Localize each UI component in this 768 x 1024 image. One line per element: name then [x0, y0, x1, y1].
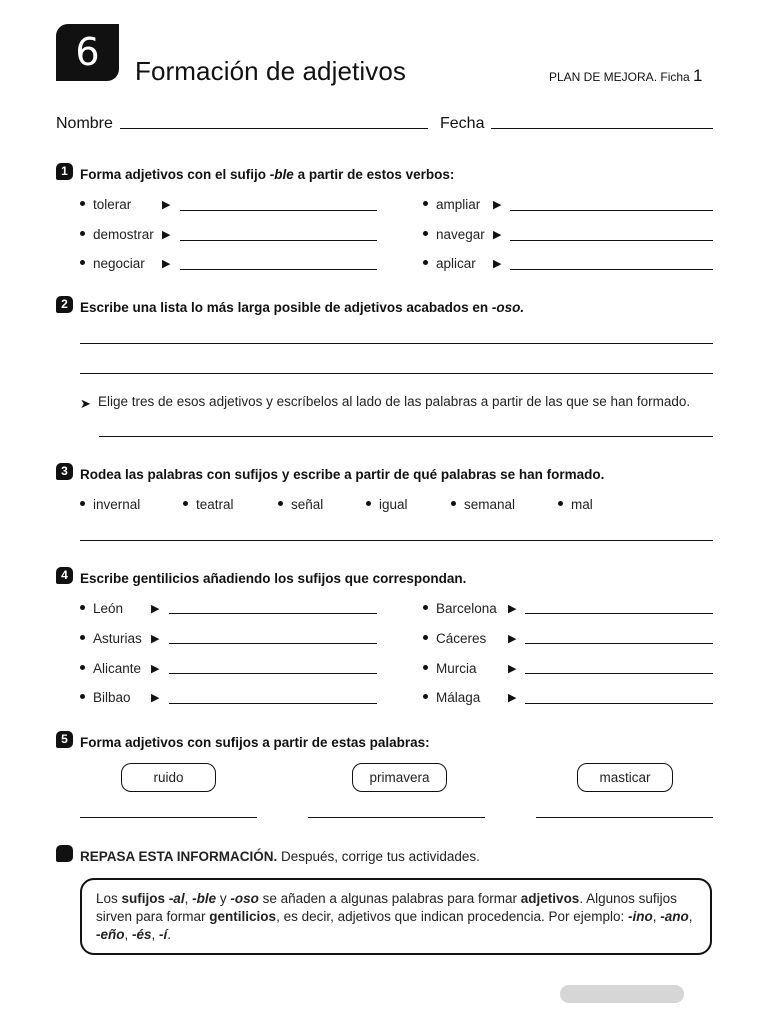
- bullet-dot-icon: [423, 665, 428, 670]
- ex2-prompt-a: Escribe una lista lo más larga posible de adjetivos acabados en: [80, 300, 492, 315]
- ex4-word-label: León: [93, 601, 124, 616]
- name-field[interactable]: [120, 128, 428, 129]
- review-text: ,: [124, 927, 133, 942]
- bullet-dot-icon: [558, 501, 563, 506]
- right-triangle-icon: ▶: [162, 229, 171, 241]
- review-text: ,: [151, 927, 160, 942]
- ex4-word-right: [423, 631, 486, 646]
- date-label: Fecha: [440, 115, 485, 132]
- right-triangle-icon: ▶: [493, 229, 502, 241]
- ex4-answer-line[interactable]: [525, 643, 713, 644]
- review-text: gentilicios: [209, 909, 277, 924]
- review-text: sufijos: [121, 891, 166, 906]
- bullet-dot-icon: [80, 665, 85, 670]
- bullet-dot-icon: [80, 501, 85, 506]
- ex3-word-label: señal: [291, 497, 324, 512]
- ex1-word-right: [423, 256, 476, 271]
- exercise-1-badge: 1: [56, 163, 73, 180]
- footer-bar: [560, 985, 684, 1003]
- ex1-word-left: [80, 256, 145, 271]
- exercise-1-prompt: [80, 167, 454, 182]
- right-triangle-icon: ▶: [508, 692, 517, 704]
- right-triangle-icon: ▶: [151, 692, 160, 704]
- ex2-answer-line[interactable]: [80, 373, 713, 374]
- review-text: y: [216, 891, 231, 906]
- ex3-word-label: igual: [379, 497, 408, 512]
- review-text: -al: [168, 891, 185, 906]
- ex3-answer-line[interactable]: [80, 540, 713, 541]
- bullet-dot-icon: [423, 694, 428, 699]
- ex3-word[interactable]: [366, 497, 408, 512]
- unit-number-badge: 6: [56, 24, 119, 81]
- ex3-word-label: teatral: [196, 497, 234, 512]
- right-triangle-icon: ▶: [151, 603, 160, 615]
- ex1-word-label: negociar: [93, 256, 145, 271]
- ex4-answer-line[interactable]: [525, 613, 713, 614]
- ex4-word-left: [80, 601, 123, 616]
- ex3-word[interactable]: [558, 497, 593, 512]
- bullet-dot-icon: [423, 605, 428, 610]
- right-triangle-icon: ▶: [493, 258, 502, 270]
- bullet-dot-icon: [80, 260, 85, 265]
- ex4-word-label: Asturias: [93, 631, 142, 646]
- review-text: -ino: [628, 909, 653, 924]
- ex4-word-label: Barcelona: [436, 601, 497, 616]
- ex2-answer-line[interactable]: [99, 436, 713, 437]
- right-triangle-icon: ▶: [508, 663, 517, 675]
- ex4-answer-line[interactable]: [169, 613, 377, 614]
- bullet-dot-icon: [80, 605, 85, 610]
- ex1-word-left: [80, 197, 131, 212]
- exercise-2-prompt: [80, 300, 524, 315]
- ex1-word-label: navegar: [436, 227, 485, 242]
- bullet-dot-icon: [423, 231, 428, 236]
- review-text: , es decir, adjetivos que indican procedencia. Por ejemplo:: [276, 909, 629, 924]
- review-text: -oso: [230, 891, 259, 906]
- ex4-word-label: Murcia: [436, 661, 477, 676]
- ex1-answer-line[interactable]: [510, 240, 713, 241]
- ex4-answer-line[interactable]: [525, 703, 713, 704]
- plan-label: [549, 66, 703, 86]
- ex3-word[interactable]: [80, 497, 140, 512]
- exercise-3-prompt: Rodea las palabras con sufijos y escribe a partir de qué palabras se han formado.: [80, 467, 605, 482]
- bullet-dot-icon: [80, 231, 85, 236]
- ex4-word-left: [80, 631, 142, 646]
- ex1-word-left: [80, 227, 154, 242]
- ex3-word-label: mal: [571, 497, 593, 512]
- ex4-word-label: Cáceres: [436, 631, 487, 646]
- bullet-dot-icon: [423, 260, 428, 265]
- ex3-word-label: invernal: [93, 497, 141, 512]
- ex5-word-box: masticar: [577, 763, 673, 792]
- ex1-answer-line[interactable]: [180, 240, 377, 241]
- review-text: ,: [652, 909, 661, 924]
- review-text: ,: [184, 891, 193, 906]
- review-heading: [80, 849, 480, 864]
- ex1-answer-line[interactable]: [180, 210, 377, 211]
- bullet-dot-icon: [80, 201, 85, 206]
- review-text: .: [167, 927, 172, 942]
- ex4-answer-line[interactable]: [169, 673, 377, 674]
- review-text: adjetivos: [520, 891, 580, 906]
- review-info-box: [80, 878, 712, 955]
- ex5-word-box: ruido: [121, 763, 216, 792]
- bullet-dot-icon: [423, 201, 428, 206]
- right-triangle-icon: ▶: [162, 258, 171, 270]
- ex1-prompt-suffix: -ble: [269, 167, 294, 182]
- ex4-word-left: [80, 661, 141, 676]
- ex4-word-label: Alicante: [93, 661, 142, 676]
- ex2-prompt-suffix: -oso.: [491, 300, 525, 315]
- right-triangle-icon: ▶: [508, 633, 517, 645]
- arrow-head-icon: ➤: [80, 396, 91, 411]
- bullet-dot-icon: [451, 501, 456, 506]
- ex1-word-label: ampliar: [436, 197, 481, 212]
- ex5-word-box: primavera: [352, 763, 447, 792]
- ex1-prompt-a: Forma adjetivos con el sufijo: [80, 167, 270, 182]
- ex2-subprompt: Elige tres de esos adjetivos y escríbelos al lado de las palabras a partir de las que se han formado.: [98, 394, 691, 409]
- ex4-word-left: [80, 690, 131, 705]
- exercise-2-badge: 2: [56, 296, 73, 313]
- ex4-answer-line[interactable]: [525, 673, 713, 674]
- ex4-word-label: Málaga: [436, 690, 481, 705]
- review-heading-rest: Después, corrige tus actividades.: [277, 849, 480, 864]
- ex5-answer-line[interactable]: [80, 817, 257, 818]
- review-heading-bold: REPASA ESTA INFORMACIÓN.: [80, 849, 278, 864]
- bullet-dot-icon: [423, 635, 428, 640]
- right-triangle-icon: ▶: [508, 603, 517, 615]
- ex4-word-right: [423, 601, 497, 616]
- ficha-number: 1: [693, 66, 703, 85]
- review-badge: [56, 845, 73, 862]
- ex3-word[interactable]: [451, 497, 515, 512]
- ex1-prompt-b: a partir de estos verbos:: [293, 167, 455, 182]
- page-title: Formación de adjetivos: [135, 56, 406, 86]
- ex4-answer-line[interactable]: [169, 703, 377, 704]
- bullet-dot-icon: [80, 635, 85, 640]
- exercise-4-badge: 4: [56, 567, 73, 584]
- ex3-word[interactable]: [278, 497, 323, 512]
- right-triangle-icon: ▶: [162, 199, 171, 211]
- ex3-word[interactable]: [183, 497, 234, 512]
- ex2-answer-line[interactable]: [80, 343, 713, 344]
- review-text: se añaden a algunas palabras para formar: [258, 891, 521, 906]
- plan-text: PLAN DE MEJORA. Ficha: [549, 70, 690, 84]
- name-label: Nombre: [56, 115, 113, 132]
- ex4-answer-line[interactable]: [169, 643, 377, 644]
- review-text: -ano: [660, 909, 689, 924]
- review-text: -í: [159, 927, 168, 942]
- ex3-word-label: semanal: [464, 497, 516, 512]
- review-text: -ble: [192, 891, 217, 906]
- ex5-answer-line[interactable]: [536, 817, 713, 818]
- ex4-word-right: [423, 661, 477, 676]
- ex1-word-right: [423, 227, 485, 242]
- review-text: . Algunos sufijos sirven para formar: [96, 891, 677, 924]
- date-field[interactable]: [491, 128, 713, 129]
- bullet-dot-icon: [183, 501, 188, 506]
- exercise-3-badge: 3: [56, 463, 73, 480]
- review-text: -eño: [96, 927, 125, 942]
- right-triangle-icon: ▶: [151, 633, 160, 645]
- ex1-word-label: demostrar: [93, 227, 154, 242]
- bullet-dot-icon: [278, 501, 283, 506]
- bullet-dot-icon: [366, 501, 371, 506]
- review-text: Los: [96, 891, 122, 906]
- exercise-4-prompt: Escribe gentilicios añadiendo los sufijos que correspondan.: [80, 571, 467, 586]
- ex1-word-right: [423, 197, 480, 212]
- ex4-word-right: [423, 690, 480, 705]
- right-triangle-icon: ▶: [151, 663, 160, 675]
- ex1-answer-line[interactable]: [510, 269, 713, 270]
- ex1-answer-line[interactable]: [180, 269, 377, 270]
- ex1-word-label: aplicar: [436, 256, 476, 271]
- ex1-answer-line[interactable]: [510, 210, 713, 211]
- review-text: ,: [688, 909, 693, 924]
- exercise-5-prompt: Forma adjetivos con sufijos a partir de estas palabras:: [80, 735, 430, 750]
- ex4-word-label: Bilbao: [93, 690, 131, 705]
- right-triangle-icon: ▶: [493, 199, 502, 211]
- ex1-word-label: tolerar: [93, 197, 132, 212]
- bullet-dot-icon: [80, 694, 85, 699]
- ex5-answer-line[interactable]: [308, 817, 485, 818]
- exercise-5-badge: 5: [56, 731, 73, 748]
- review-text: -és: [132, 927, 152, 942]
